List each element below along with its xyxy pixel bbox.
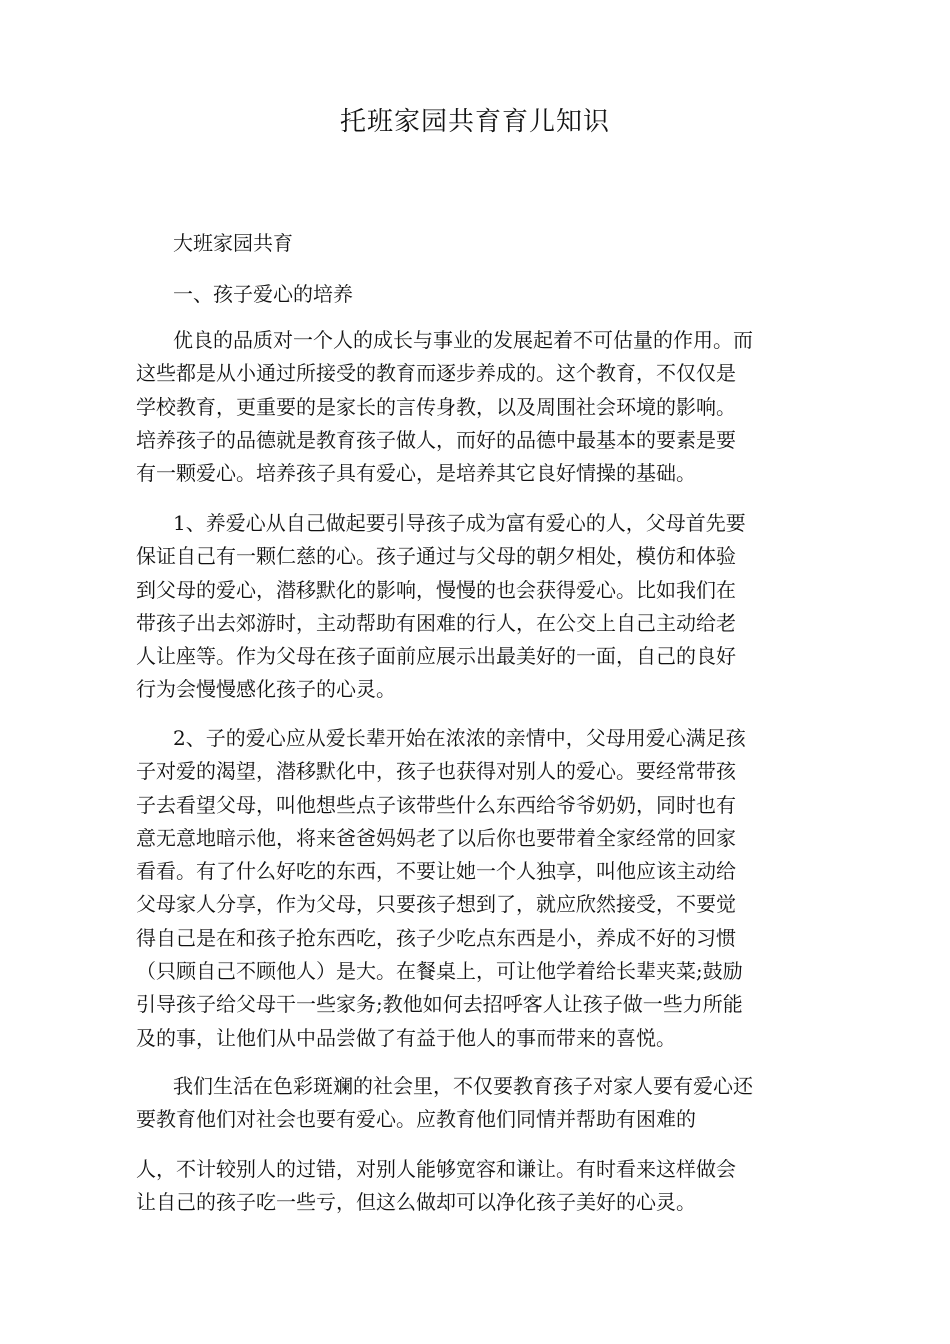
paragraph-line: 人，不计较别人的过错，对别人能够宽容和谦让。有时看来这样做会 xyxy=(136,1157,736,1181)
paragraph-3 xyxy=(136,722,836,1055)
paragraph-line: 这些都是从小通过所接受的教育而逐步养成的。这个教育，不仅仅是 xyxy=(136,361,736,386)
paragraph-line: 看看。有了什么好吃的东西，不要让她一个人独享，叫他应该主动给 xyxy=(136,859,736,884)
paragraph-line: 优良的品质对一个人的成长与事业的发展起着不可估量的作用。而 xyxy=(173,328,753,352)
paragraph-2 xyxy=(136,507,836,707)
paragraph-line: 引导孩子给父母干一些家务;教他如何去招呼客人让孩子做一些力所能 xyxy=(136,992,743,1017)
paragraph-line: 意无意地暗示他，将来爸爸妈妈老了以后你也要带着全家经常的回家 xyxy=(136,825,736,850)
paragraph-line: 子去看望父母，叫他想些点子该带些什么东西给爷爷奶奶，同时也有 xyxy=(136,792,736,817)
section-subtitle: 一、孩子爱心的培养 xyxy=(173,282,353,306)
paragraph-line: （只顾自己不顾他人）是大。在餐桌上，可让他学着给长辈夹菜;鼓励 xyxy=(136,959,743,984)
paragraph-line: 要教育他们对社会也要有爱心。应教育他们同情并帮助有困难的 xyxy=(136,1107,696,1132)
paragraph-line: 行为会慢慢感化孩子的心灵。 xyxy=(136,677,396,702)
paragraph-1 xyxy=(136,324,836,490)
paragraph-line: 有一颗爱心。培养孩子具有爱心，是培养其它良好情操的基础。 xyxy=(136,461,696,486)
document-title: 托班家园共育育儿知识 xyxy=(339,107,610,137)
paragraph-line: 及的事，让他们从中品尝做了有益于他人的事而带来的喜悦。 xyxy=(136,1025,676,1050)
paragraph-line: 2、子的爱心应从爱长辈开始在浓浓的亲情中，父母用爱心满足孩 xyxy=(173,726,746,750)
paragraph-line: 到父母的爱心，潜移默化的影响，慢慢的也会获得爱心。比如我们在 xyxy=(136,577,736,602)
paragraph-line: 父母家人分享，作为父母，只要孩子想到了，就应欣然接受，不要觉 xyxy=(136,892,736,917)
paragraph-line: 保证自己有一颗仁慈的心。孩子通过与父母的朝夕相处，模仿和体验 xyxy=(136,544,736,569)
paragraph-line: 子对爱的渴望，潜移默化中，孩子也获得对别人的爱心。要经常带孩 xyxy=(136,759,736,784)
paragraph-line: 让自己的孩子吃一些亏，但这么做却可以净化孩子美好的心灵。 xyxy=(136,1190,696,1215)
paragraph-line: 我们生活在色彩斑斓的社会里，不仅要教育孩子对家人要有爱心还 xyxy=(173,1074,753,1098)
paragraph-line: 得自己是在和孩子抢东西吃，孩子少吃点东西是小，养成不好的习惯 xyxy=(136,925,736,950)
paragraph-line: 学校教育，更重要的是家长的言传身教，以及周围社会环境的影响。 xyxy=(136,394,736,419)
section-heading: 大班家园共育 xyxy=(173,231,293,255)
paragraph-4 xyxy=(136,1070,836,1137)
paragraph-line: 1、养爱心从自己做起要引导孩子成为富有爱心的人，父母首先要 xyxy=(173,511,746,535)
paragraph-line: 培养孩子的品德就是教育孩子做人，而好的品德中最基本的要素是要 xyxy=(136,427,736,452)
paragraph-5 xyxy=(136,1153,836,1220)
paragraph-line: 人让座等。作为父母在孩子面前应展示出最美好的一面，自己的良好 xyxy=(136,644,736,669)
paragraph-line: 带孩子出去郊游时，主动帮助有困难的行人，在公交上自己主动给老 xyxy=(136,610,736,635)
